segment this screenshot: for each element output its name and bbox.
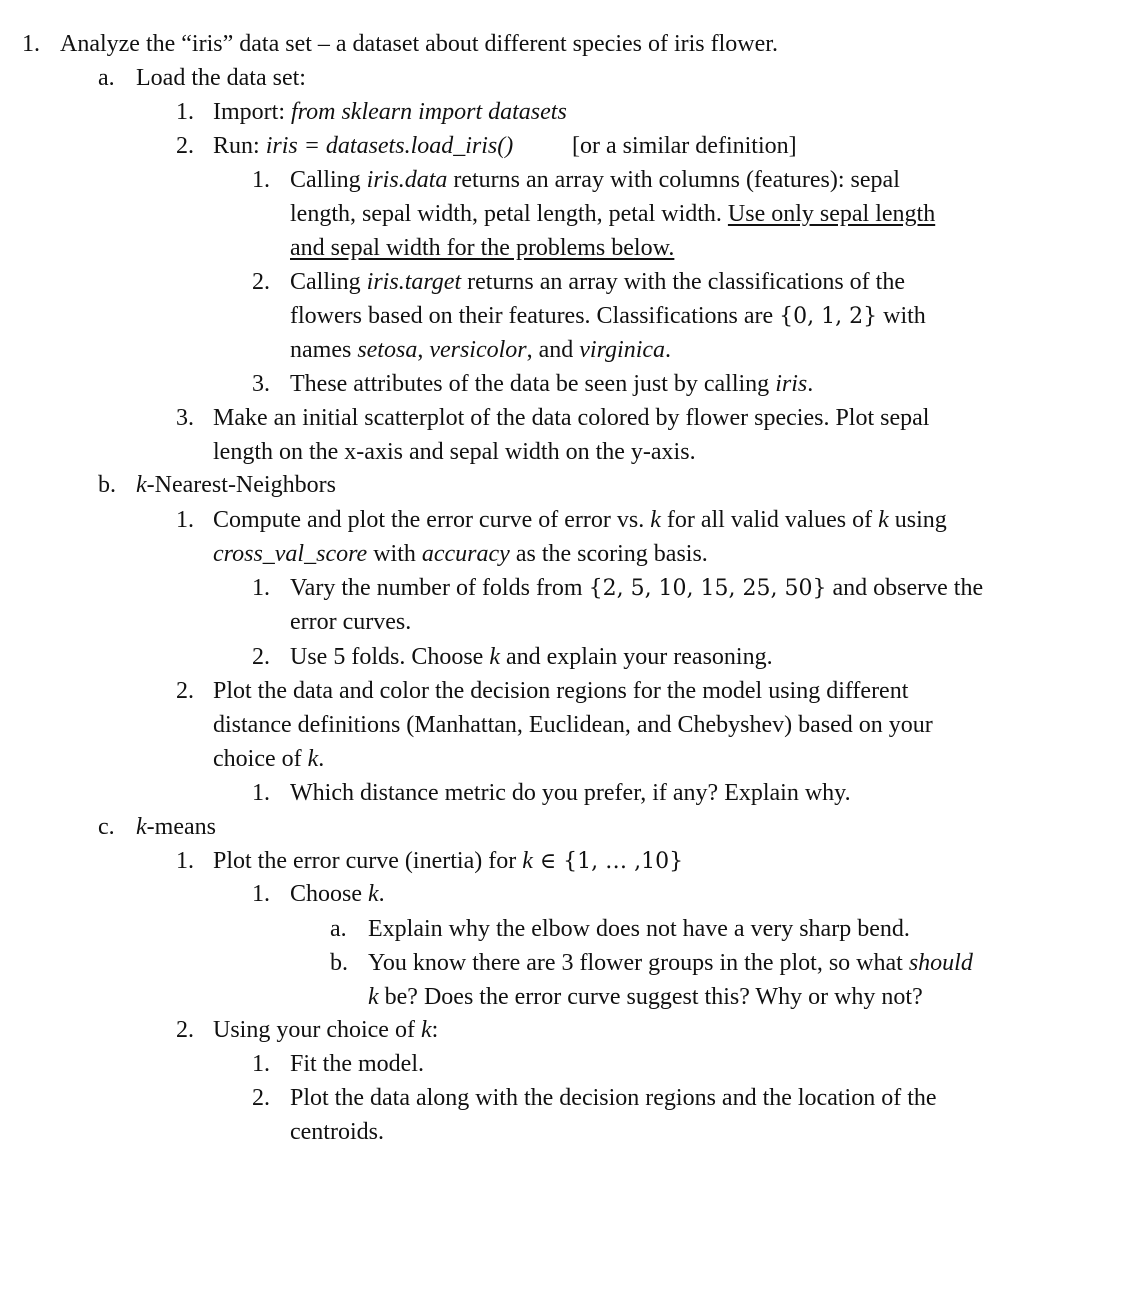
list-marker: 2. (252, 269, 270, 295)
list-item-continuation (0, 299, 1132, 333)
item-text (290, 367, 813, 401)
text: with (877, 303, 926, 329)
k-variable: k (522, 848, 533, 874)
item-text (290, 265, 905, 299)
text: flowers based on their features. Classifications are (290, 303, 780, 329)
item-text: Plot the data along with the decision regions and the location of the (290, 1085, 937, 1111)
item-text: distance definitions (Manhattan, Euclidean, and Chebyshev) based on your (213, 712, 933, 738)
list-item-continuation (0, 197, 1132, 231)
item-text (290, 163, 900, 197)
text: returns an array with the classifications of the (461, 269, 905, 295)
text: Run: (213, 133, 266, 159)
list-item-continuation (0, 742, 1132, 776)
code-text: cross_val_score (213, 541, 368, 567)
list-marker: 2. (176, 133, 194, 159)
list-marker: a. (98, 65, 115, 91)
list-item (0, 912, 1132, 946)
item-text: error curves. (290, 609, 412, 635)
emphasis-text: should (908, 950, 973, 976)
list-item (0, 401, 1132, 435)
question-title (0, 27, 1132, 61)
text: and observe the (826, 575, 984, 601)
code-text: accuracy (421, 541, 510, 567)
math-text: ∈ {1, … ,10} (532, 849, 684, 874)
text: Compute and plot the error curve of error vs. (213, 507, 651, 533)
text: as the scoring basis. (509, 541, 708, 567)
item-text (213, 742, 324, 776)
item-text (213, 1013, 438, 1047)
math-text: {2, 5, 10, 15, 25, 50} (588, 576, 827, 601)
list-item (0, 1081, 1132, 1115)
item-text (290, 333, 671, 367)
list-item-continuation (0, 231, 1132, 265)
section-b-label (136, 468, 336, 502)
text: and explain your reasoning. (499, 644, 773, 670)
list-marker: 1. (252, 780, 270, 806)
text: with (367, 541, 422, 567)
k-variable: k (307, 746, 319, 772)
item-text: Explain why the elbow does not have a very sharp bend. (368, 916, 910, 942)
list-marker: 1. (252, 575, 270, 601)
text: Choose (290, 881, 368, 907)
section-a-heading (0, 61, 1132, 95)
list-item (0, 265, 1132, 299)
text: -means (146, 814, 216, 840)
list-marker: 1. (22, 31, 40, 57)
code-text: iris.target (366, 269, 462, 295)
list-item (0, 571, 1132, 605)
k-variable: k (368, 984, 379, 1010)
list-item (0, 877, 1132, 911)
text: You know there are 3 flower groups in the plot, so what (368, 950, 909, 976)
item-text: centroids. (290, 1119, 384, 1145)
item-text (213, 537, 708, 571)
item-text (213, 844, 683, 879)
item-text: Make an initial scatterplot of the data colored by flower species. Plot sepal (213, 405, 930, 431)
list-marker: 2. (252, 1085, 270, 1111)
text: , (417, 337, 430, 363)
underlined-text: and sepal width for the problems below. (290, 235, 675, 261)
text: Calling (290, 167, 367, 193)
item-text (290, 197, 935, 231)
text: : (431, 1017, 439, 1043)
list-marker: 1. (252, 167, 270, 193)
section-b-heading (0, 468, 1132, 502)
item-text (290, 571, 983, 606)
text: Plot the error curve (inertia) for (213, 848, 523, 874)
item-text (290, 877, 385, 911)
list-item (0, 776, 1132, 810)
list-item (0, 640, 1132, 674)
list-item (0, 1047, 1132, 1081)
k-variable: k (136, 814, 147, 840)
list-item-continuation (0, 605, 1132, 639)
title-text: Analyze the “iris” data set – a dataset about different species of iris flower. (60, 31, 778, 57)
list-item (0, 503, 1132, 537)
note-text: [or a similar definition] (572, 133, 797, 159)
item-text (290, 299, 926, 334)
list-marker: 2. (176, 678, 194, 704)
list-marker: 1. (176, 99, 194, 125)
text: Calling (290, 269, 367, 295)
list-marker: 1. (176, 848, 194, 874)
list-item-continuation (0, 708, 1132, 742)
list-marker: 1. (252, 881, 270, 907)
list-marker: 2. (252, 644, 270, 670)
text: for all valid values of (660, 507, 879, 533)
list-item (0, 946, 1132, 980)
list-item (0, 129, 1132, 163)
item-text (290, 640, 773, 674)
k-variable: k (420, 1017, 432, 1043)
item-text (213, 95, 567, 129)
species-name: virginica (579, 337, 666, 363)
species-name: setosa (357, 337, 418, 363)
list-marker: b. (98, 472, 116, 498)
section-c-heading (0, 810, 1132, 844)
text: Using your choice of (213, 1017, 421, 1043)
text: , and (526, 337, 580, 363)
list-marker: 2. (176, 1017, 194, 1043)
list-item-continuation (0, 1115, 1132, 1149)
k-variable: k (368, 881, 379, 907)
text: be? Does the error curve suggest this? Why or why not? (378, 984, 923, 1010)
list-marker: b. (330, 950, 348, 976)
list-item-continuation (0, 537, 1132, 571)
text: length, sepal width, petal length, petal width. (290, 201, 728, 227)
k-variable: k (878, 507, 889, 533)
item-text: Plot the data and color the decision regions for the model using different (213, 678, 909, 704)
section-c-label (136, 810, 216, 844)
item-text (213, 129, 513, 163)
item-text: Fit the model. (290, 1051, 424, 1077)
list-item (0, 1013, 1132, 1047)
item-text (368, 946, 973, 980)
list-marker: 3. (176, 405, 194, 431)
k-variable: k (489, 644, 500, 670)
text: . (665, 337, 672, 363)
text: Import: (213, 99, 291, 125)
text: -Nearest-Neighbors (146, 472, 336, 498)
text: Use 5 folds. Choose (290, 644, 490, 670)
list-item-continuation (0, 435, 1132, 469)
text: . (807, 371, 814, 397)
list-item-continuation (0, 980, 1132, 1014)
text: names (290, 337, 358, 363)
item-text: Which distance metric do you prefer, if any? Explain why. (290, 780, 851, 806)
list-marker: a. (330, 916, 347, 942)
species-name: versicolor (429, 337, 527, 363)
item-text: length on the x-axis and sepal width on the y-axis. (213, 439, 696, 465)
list-item (0, 674, 1132, 708)
math-text: {0, 1, 2} (779, 304, 878, 329)
list-marker: 1. (252, 1051, 270, 1077)
text: These attributes of the data be seen just by calling (290, 371, 776, 397)
list-item (0, 163, 1132, 197)
code-text: from sklearn import datasets (291, 99, 567, 125)
item-text (368, 980, 923, 1014)
list-marker: c. (98, 814, 115, 840)
text: Vary the number of folds from (290, 575, 589, 601)
k-variable: k (650, 507, 661, 533)
section-a-label: Load the data set: (136, 65, 306, 91)
code-text: iris (775, 371, 808, 397)
text: returns an array with columns (features): sepal (447, 167, 900, 193)
list-marker: 1. (176, 507, 194, 533)
list-marker: 3. (252, 371, 270, 397)
code-text: iris.data (366, 167, 448, 193)
list-item-continuation (0, 333, 1132, 367)
list-item (0, 95, 1132, 129)
text: using (888, 507, 947, 533)
list-item (0, 367, 1132, 401)
k-variable: k (136, 472, 147, 498)
underlined-text: Use only sepal length (727, 201, 936, 227)
text: choice of (213, 746, 308, 772)
text: . (378, 881, 385, 907)
list-item (0, 844, 1132, 878)
code-text: iris = datasets.load_iris() (265, 133, 514, 159)
text: . (318, 746, 325, 772)
item-text (213, 503, 947, 537)
